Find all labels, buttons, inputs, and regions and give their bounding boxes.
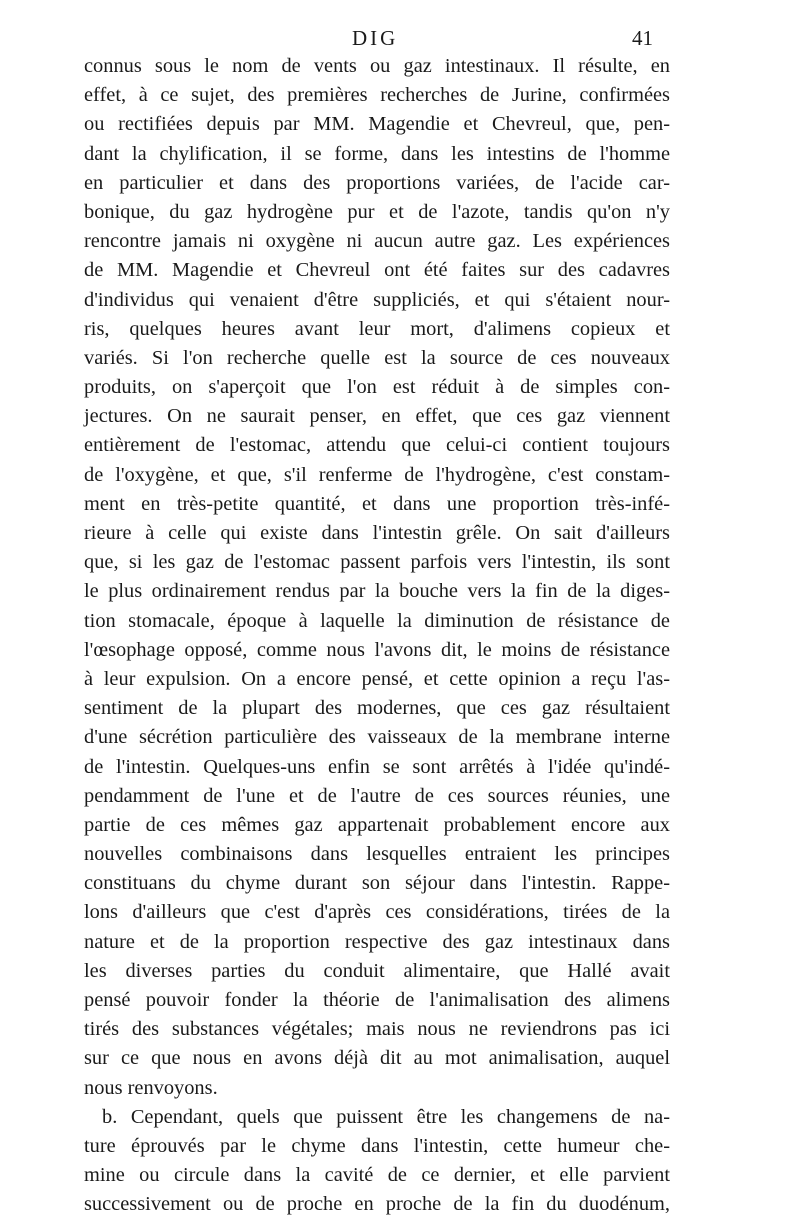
text-line: ris, quelques heures avant leur mort, d'alimens copieux et (84, 317, 670, 340)
text-line: l'œsophage opposé, comme nous l'avons dit, le moins de résistance (84, 638, 670, 661)
text-line: produits, on s'aperçoit que l'on est réduit à de simples con- (84, 376, 670, 399)
text-line: connus sous le nom de vents ou gaz intestinaux. Il résulte, en (84, 55, 670, 77)
text-line: nouvelles combinaisons dans lesquelles entraient les principes (84, 843, 670, 866)
running-head (0, 26, 800, 54)
text-line: tirés des substances végétales; mais nous ne reviendrons pas ici (84, 1018, 670, 1041)
text-line: constituans du chyme durant son séjour dans l'intestin. Rappe- (84, 872, 670, 895)
text-line: bonique, du gaz hydrogène pur et de l'azote, tandis qu'on n'y (84, 200, 670, 223)
text-line: entièrement de l'estomac, attendu que celui-ci contient toujours (84, 434, 670, 457)
text-line: successivement ou de proche en proche de la fin du duodénum, (84, 1193, 670, 1216)
text-line: rencontre jamais ni oxygène ni aucun autre gaz. Les expériences (84, 230, 670, 253)
text-line: effet, à ce sujet, des premières recherches de Jurine, confirmées (84, 84, 670, 107)
text-line: les diverses parties du conduit alimentaire, que Hallé avait (84, 959, 670, 982)
text-line: partie de ces mêmes gaz appartenait probablement encore aux (84, 813, 670, 836)
text-line: jectures. On ne saurait penser, en effet, que ces gaz viennent (84, 405, 670, 428)
text-line: de l'oxygène, et que, s'il renferme de l'hydrogène, c'est constam- (84, 463, 670, 486)
text-line: ture éprouvés par le chyme dans l'intestin, cette humeur che- (84, 1134, 670, 1157)
text-line: d'individus qui venaient d'être suppliciés, et qui s'étaient nour- (84, 288, 670, 311)
paragraph-start-line: b. Cependant, quels que puissent être les changemens de na- (102, 1105, 670, 1128)
text-line: sentiment de la plupart des modernes, que ces gaz résultaient (84, 697, 670, 720)
text-line: que, si les gaz de l'estomac passent parfois vers l'intestin, ils sont (84, 551, 670, 574)
text-line: ou rectifiées depuis par MM. Magendie et Chevreul, que, pen- (84, 113, 670, 136)
text-line: pendamment de l'une et de l'autre de ces sources réunies, une (84, 784, 670, 807)
text-line: dant la chylification, il se forme, dans les intestins de l'homme (84, 142, 670, 165)
text-line: lons d'ailleurs que c'est d'après ces considérations, tirées de la (84, 901, 670, 924)
text-line: variés. Si l'on recherche quelle est la source de ces nouveaux (84, 346, 670, 369)
text-line: mine ou circule dans la cavité de ce dernier, et elle parvient (84, 1164, 670, 1187)
text-line: d'une sécrétion particulière des vaisseaux de la membrane interne (84, 726, 670, 749)
text-line: pensé pouvoir fonder la théorie de l'animalisation des alimens (84, 989, 670, 1011)
text-line: de MM. Magendie et Chevreul ont été faites sur des cadavres (84, 259, 670, 282)
paragraph-end-line: nous renvoyons. (84, 1076, 218, 1099)
text-line: à leur expulsion. On a encore pensé, et cette opinion a reçu l'as- (84, 667, 670, 690)
text-line: le plus ordinairement rendus par la bouche vers la fin de la diges- (84, 580, 670, 603)
text-line: de l'intestin. Quelques-uns enfin se sont arrêtés à l'idée qu'indé- (84, 755, 670, 778)
running-head-title: DIG (352, 26, 399, 50)
page-number: 41 (632, 26, 653, 50)
text-line: ment en très-petite quantité, et dans une proportion très-infé- (84, 492, 670, 515)
text-line: en particulier et dans des proportions variées, de l'acide car- (84, 171, 670, 194)
text-line: rieure à celle qui existe dans l'intestin grêle. On sait d'ailleurs (84, 522, 670, 544)
text-line: tion stomacale, époque à laquelle la diminution de résistance de (84, 609, 670, 632)
text-line: nature et de la proportion respective des gaz intestinaux dans (84, 930, 670, 953)
body-text (84, 52, 670, 1220)
text-line: sur ce que nous en avons déjà dit au mot animalisation, auquel (84, 1047, 670, 1070)
